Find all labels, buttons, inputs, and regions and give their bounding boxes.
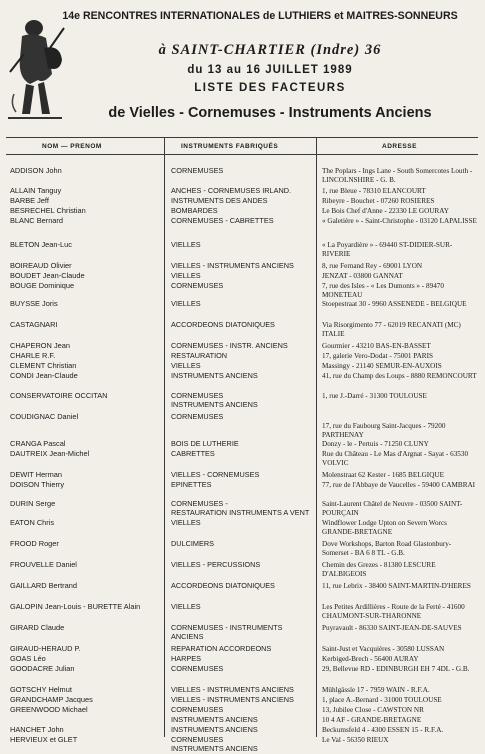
instruments-made: INSTRUMENTS ANCIENS (171, 715, 258, 724)
maker-address: Chemin des Grezes - 81380 LESCURE D'ALBIGEOIS (322, 561, 436, 578)
maker-address: 17, rue du Faubourg Saint-Jacques - 79200 PARTHENAY (322, 422, 446, 439)
maker-address: Dove Workshops, Barton Road Glastonbury-Somerset - BA 6 8 TL - G.B. (322, 540, 452, 557)
event-location: à SAINT-CHARTIER (Indre) 36 (158, 42, 382, 58)
musician-logo (4, 14, 66, 124)
instruments-made: VIELLES - INSTRUMENTS ANCIENS (171, 695, 294, 704)
maker-name: DAUTREIX Jean-Michel (10, 449, 90, 458)
maker-name: CONDI Jean-Claude (10, 371, 78, 380)
maker-name: HANCHET John (10, 725, 64, 734)
instruments-made: CORNEMUSES - INSTRUMENTS (171, 623, 283, 632)
instruments-made: BOMBARDES (171, 206, 218, 215)
maker-address: 10 4 AF - GRANDE-BRETAGNE (322, 716, 422, 724)
maker-name: GIRAUD-HERAUD P. (10, 644, 81, 653)
maker-address: Windflower Lodge Upton on Severn Worcs GRANDE-BRETAGNE (322, 519, 447, 536)
maker-address: 1, place A.-Bernard - 31000 TOULOUSE (322, 696, 442, 704)
maker-address: Saint-Just et Vacquières - 30580 LUSSAN (322, 645, 445, 653)
maker-address: The Poplars - Ings Lane - South Somercotes Louth - LINCOLNSHIRE - G. B. (322, 167, 473, 184)
maker-address: Massingy - 21140 SEMUR-EN-AUXOIS (322, 362, 442, 370)
maker-address: 17, galerie Vero-Dodat - 75001 PARIS (322, 352, 433, 360)
instruments-made: REPARATION ACCORDEONS (171, 644, 272, 653)
maker-address: 77, rue de l'Abbaye de Vaucelles - 59400 CAMBRAI (322, 481, 476, 489)
instruments-made: ANCIENS (171, 632, 204, 641)
maker-name: CHAPERON Jean (10, 341, 70, 350)
maker-name: DEWIT Herman (10, 470, 63, 479)
maker-address: 1, rue J.-Darré - 31300 TOULOUSE (322, 392, 427, 400)
instruments-made: CORNEMUSES - (171, 499, 228, 508)
maker-name: GOAS Léo (10, 654, 46, 663)
instruments-made: HARPES (171, 654, 202, 663)
instruments-made: VIELLES (171, 361, 201, 370)
maker-address: 1, rue Bleue - 78310 ELANCOURT (322, 187, 426, 195)
maker-address: Saint-Laurent Châtel de Neuvre - 03500 SAINT-POURÇAIN (322, 500, 463, 517)
instruments-made: CORNEMUSES (171, 391, 224, 400)
instruments-made: CORNEMUSES (171, 166, 224, 175)
maker-address: 41, rue du Champ des Loups - 8880 REMONCOURT (322, 372, 477, 380)
maker-name: GAILLARD Bertrand (10, 581, 77, 590)
maker-name: DURIN Serge (10, 499, 56, 508)
list-subtitle: de Vielles - Cornemuses - Instruments Anciens (108, 105, 432, 121)
instruments-made: CORNEMUSES - CABRETTES (171, 216, 274, 225)
maker-name: ADDISON John (10, 166, 62, 175)
instruments-made: INSTRUMENTS ANCIENS (171, 725, 258, 734)
instruments-made: CORNEMUSES (171, 705, 224, 714)
maker-name: EATON Chris (10, 518, 55, 527)
maker-address: Mühlgässle 17 - 7959 WAIN - R.F.A. (322, 686, 430, 694)
column-header-adresse: ADRESSE (382, 143, 417, 150)
instruments-made: INSTRUMENTS DES ANDES (171, 196, 268, 205)
event-dates: du 13 au 16 JUILLET 1989 (187, 64, 353, 76)
maker-address: Le Val - 56350 RIEUX (322, 736, 389, 744)
maker-name: BOUDET Jean-Claude (10, 271, 85, 280)
maker-address: Beckumsfeld 4 - 4300 ESSEN 15 - R.F.A. (322, 726, 444, 734)
instruments-made: EPINETTES (171, 480, 212, 489)
instruments-made: CORNEMUSES (171, 735, 224, 744)
maker-name: COUDIGNAC Daniel (10, 412, 79, 421)
maker-address: JENZAT - 03800 GANNAT (322, 272, 403, 280)
maker-name: BOIREAUD Olivier (10, 261, 72, 270)
maker-name: CONSERVATOIRE OCCITAN (10, 391, 108, 400)
maker-address: Ribeyre - Bouchet - 07260 ROSIERES (322, 197, 435, 205)
maker-name: GIRARD Claude (10, 623, 65, 632)
column-header-nom: NOM — PRENOM (42, 143, 102, 150)
maker-name: GREENWOOD Michael (10, 705, 88, 714)
maker-name: GOODACRE Julian (10, 664, 75, 673)
maker-name: BESRECHEL Christian (10, 206, 86, 215)
maker-address: Kerbiged-Brech - 56400 AURAY (322, 655, 419, 663)
maker-address: 7, rue des Isles - « Les Dumonts » - 89470 MONETEAU (322, 282, 444, 299)
instruments-made: CORNEMUSES (171, 664, 224, 673)
maker-address: « Galetière » - Saint-Christophe - 03120 LAPALISSE (322, 217, 477, 225)
instruments-made: BOIS DE LUTHERIE (171, 439, 239, 448)
maker-name: CHARLE R.F. (10, 351, 56, 360)
table-header-rule (6, 154, 478, 155)
maker-name: CASTAGNARI (10, 320, 58, 329)
maker-address: Stoepestraat 30 - 9960 ASSENEDE - BELGIQUE (322, 300, 467, 308)
instruments-made: INSTRUMENTS ANCIENS (171, 744, 258, 753)
maker-address: Molenstraat 62 Kester - 1685 BELGIQUE (322, 471, 444, 479)
instruments-made: VIELLES - CORNEMUSES (171, 470, 260, 479)
instruments-made: RESTAURATION INSTRUMENTS A VENT (171, 508, 310, 517)
instruments-made: DULCIMERS (171, 539, 214, 548)
instruments-made: VIELLES (171, 299, 201, 308)
instruments-made: VIELLES - INSTRUMENTS ANCIENS (171, 685, 294, 694)
maker-name: BUYSSE Joris (10, 299, 58, 308)
maker-name: BLETON Jean-Luc (10, 240, 72, 249)
instruments-made: VIELLES - PERCUSSIONS (171, 560, 261, 569)
instruments-made: INSTRUMENTS ANCIENS (171, 371, 258, 380)
maker-address: « La Poyardière » - 69440 ST-DIDIER-SUR-RIVERIE (322, 241, 453, 258)
list-title: LISTE DES FACTEURS (194, 82, 346, 94)
maker-name: HERVIEUX et GLET (10, 735, 78, 744)
instruments-made: CABRETTES (171, 449, 215, 458)
maker-address: 11, rue Lebrix - 38400 SAINT-MARTIN-D'HERES (322, 582, 471, 590)
column-divider (164, 137, 165, 737)
maker-name: ALLAIN Tanguy (10, 186, 62, 195)
maker-address: 13, Jubilee Close - CAWSTON NR (322, 706, 424, 714)
maker-name: CRANGA Pascal (10, 439, 66, 448)
maker-name: DOISON Thierry (10, 480, 65, 489)
instruments-made: CORNEMUSES - INSTR. ANCIENS (171, 341, 288, 350)
instruments-made: ACCORDEONS DIATONIQUES (171, 320, 275, 329)
instruments-made: CORNEMUSES (171, 281, 224, 290)
maker-name: BLANC Bernard (10, 216, 63, 225)
maker-address: Donzy - le - Pertuis - 71250 CLUNY (322, 440, 429, 448)
maker-name: GOTSCHY Helmut (10, 685, 72, 694)
maker-address: 29, Bellevue RD - EDINBURGH EH 7 4DL - G.B. (322, 665, 470, 673)
instruments-made: CORNEMUSES (171, 412, 224, 421)
maker-name: FROUVELLE Daniel (10, 560, 77, 569)
instruments-made: RESTAURATION (171, 351, 228, 360)
maker-name: CLEMENT Christian (10, 361, 77, 370)
instruments-made: ANCHES - CORNEMUSES IRLAND. (171, 186, 292, 195)
instruments-made: ACCORDEONS DIATONIQUES (171, 581, 275, 590)
instruments-made: VIELLES (171, 271, 201, 280)
instruments-made: VIELLES (171, 240, 201, 249)
instruments-made: VIELLES (171, 518, 201, 527)
instruments-made: VIELLES (171, 602, 201, 611)
maker-name: GRANDCHAMP Jacques (10, 695, 93, 704)
maker-name: BARBE Jeff (10, 196, 49, 205)
maker-address: Le Bois Chef d'Anne - 22330 LE GOURAY (322, 207, 449, 215)
maker-address: Les Petites Ardillières - Route de la Ferté - 41600 CHAUMONT-SUR-THARONNE (322, 603, 465, 620)
maker-address: Puyravault - 86330 SAINT-JEAN-DE-SAUVES (322, 624, 462, 632)
instruments-made: INSTRUMENTS ANCIENS (171, 400, 258, 409)
makers-table (6, 137, 478, 753)
maker-name: FROOD Roger (10, 539, 59, 548)
maker-name: GALOPIN Jean-Louis - BURETTE Alain (10, 602, 141, 611)
column-header-instruments: INSTRUMENTS FABRIQUÉS (181, 143, 279, 150)
maker-address: Rue du Château - Le Mas d'Argnat - Sayat - 63530 VOLVIC (322, 450, 469, 467)
maker-address: Gourmier - 43210 BAS-EN-BASSET (322, 342, 431, 350)
table-top-rule (6, 137, 478, 138)
maker-address: 8, rue Fernand Rey - 69001 LYON (322, 262, 423, 270)
maker-address: Via Risorgimento 77 - 62019 RECANATI (MC) ITALIE (322, 321, 461, 338)
instruments-made: VIELLES - INSTRUMENTS ANCIENS (171, 261, 294, 270)
event-title: 14e RENCONTRES INTERNATIONALES de LUTHIERS et MAITRES-SONNEURS (62, 10, 458, 22)
maker-name: BOUGE Dominique (10, 281, 75, 290)
